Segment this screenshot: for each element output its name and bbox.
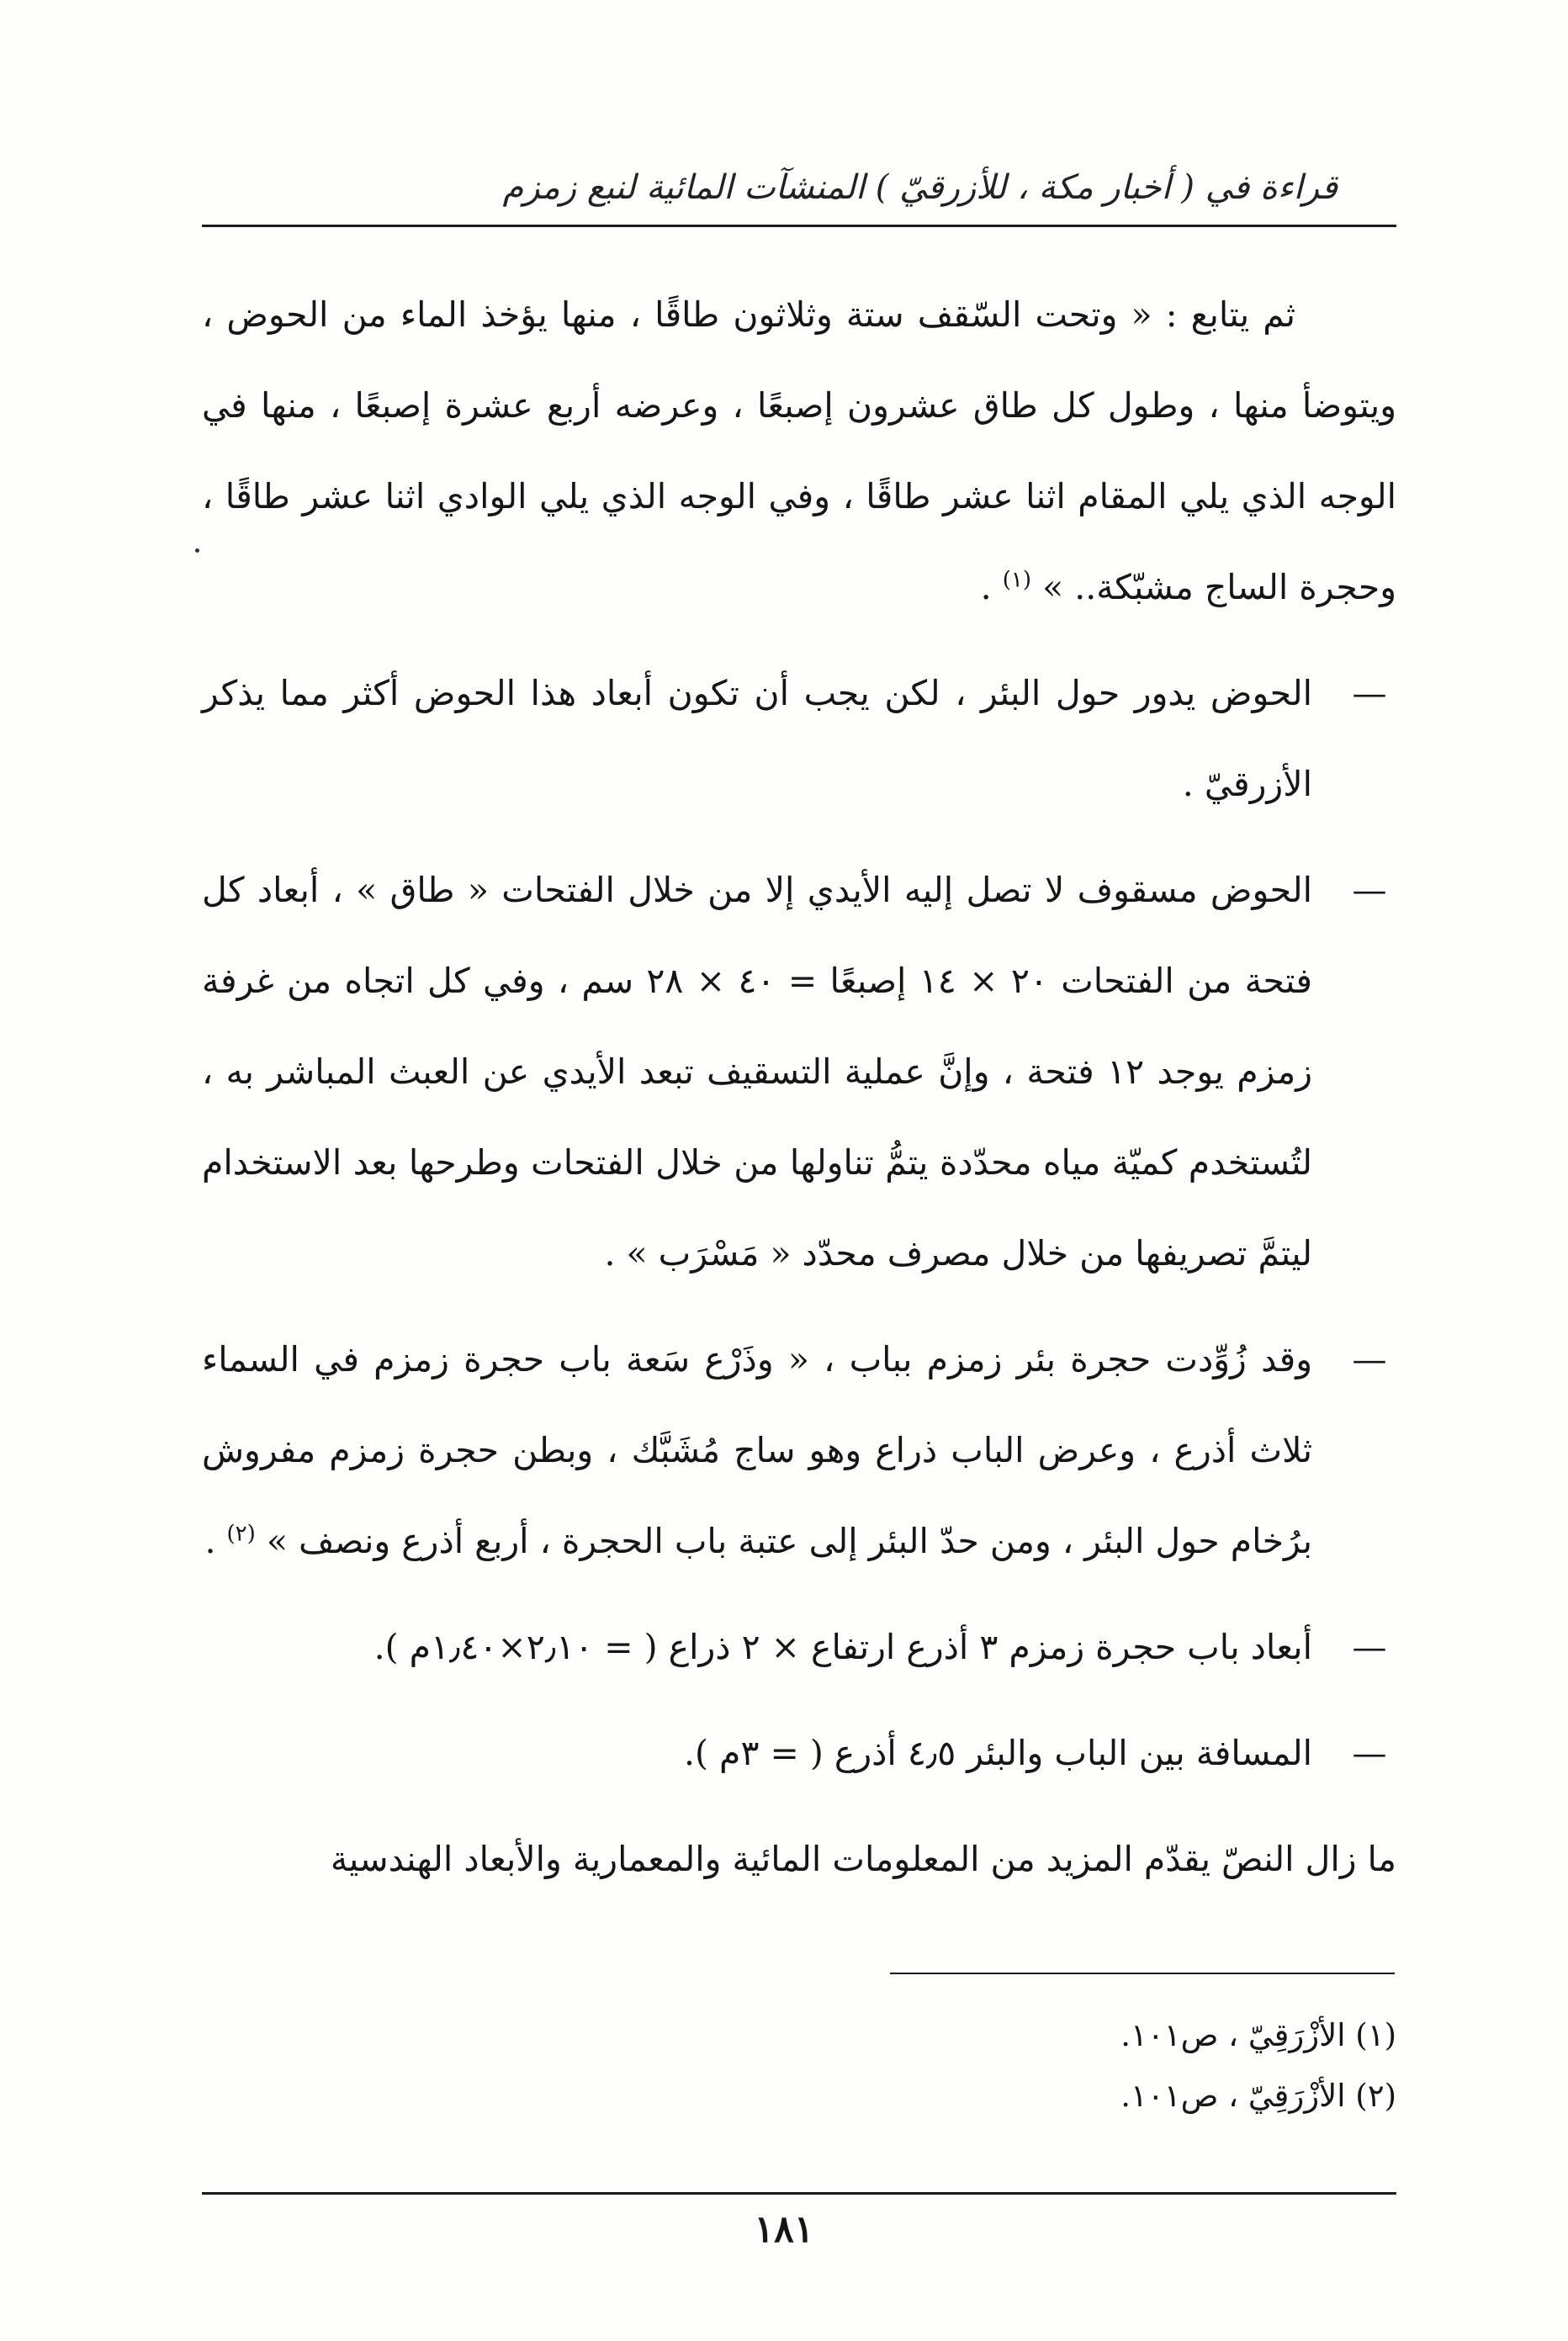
dash-bullet: — (1352, 870, 1387, 910)
list-item (202, 1708, 1396, 1798)
running-header-title: قراءة في ( أخبار مكة ، للأزرقيّ ) المنشآت المائية لنبع زمزم (502, 168, 1338, 207)
list-item-end: . (204, 1521, 227, 1561)
list-item-text: وقد زُوِّدت حجرة بئر زمزم بباب ، « وذَرْع سَعة باب حجرة زمزم في السماء ثلاث أذرع ، وعرض الباب ذراع وهو ساج مُشَبَّك ، وبطن حجرة زمزم مفروش برُخام حول البئر ، ومن حدّ البئر إلى عتبة باب الحجرة ، أربع أذرع ونصف » (202, 1339, 1312, 1561)
footnote-rule (890, 1973, 1395, 1974)
dash-bullet: — (1352, 673, 1387, 713)
list-item-text: الحوض يدور حول البئر ، لكن يجب أن تكون أبعاد هذا الحوض أكثر مما يذكر الأزرقيّ . (202, 673, 1312, 804)
intro-text: ثم يتابع : « وتحت السّقف ستة وثلاثون طاقًا ، منها يؤخذ الماء من الحوض ، ويتوضأ منها ، وطول كل طاق عشرون إصبعًا ، وعرضه أربع عشرة إصبعًا ، منها في الوجه الذي يلي المقام اثنا عشر طاقًا ، وفي الوجه الذي يلي الوادي اثنا عشر طاقًا ، وحجرة الساج مشبّكة.. » (202, 294, 1396, 607)
list-item-text: أبعاد باب حجرة زمزم ٣ أذرع ارتفاع × ٢ ذراع ( = ٢٫١٠×١٫٤٠م ). (373, 1627, 1312, 1667)
footnote-ref-2: (٢) (226, 1521, 256, 1547)
dash-bullet: — (1352, 1733, 1387, 1773)
list-item-text: الحوض مسقوف لا تصل إليه الأيدي إلا من خلال الفتحات « طاق » ، أبعاد كل فتحة من الفتحات ٢٠ × ١٤ إصبعًا = ٤٠ × ٢٨ سم ، وفي كل اتجاه من غرفة زمزم يوجد ١٢ فتحة ، وإنَّ عملية التسقيف تبعد الأيدي عن العبث المباشر به ، لتُستخدم كميّة مياه محدّدة يتمُّ تناولها من خلال الفتحات وطرحها بعد الاستخدام ليتمَّ تصريفها من خلال مصرف محدّد « مَسْرَب » . (202, 870, 1312, 1274)
list-item (202, 648, 1396, 829)
dash-bullet: — (1352, 1627, 1387, 1667)
list-item (202, 1602, 1396, 1692)
dash-bullet: — (1352, 1339, 1387, 1380)
intro-paragraph (202, 269, 1396, 633)
footnotes (202, 2005, 1396, 2126)
footer-rule (202, 2192, 1396, 2195)
page-number: ١٨١ (754, 2208, 814, 2251)
list-item-text: المسافة بين الباب والبئر ٤٫٥ أذرع ( = ٣م ). (683, 1733, 1312, 1773)
intro-end: . (980, 567, 1003, 607)
footnote-2: (٢) الأزْرَقِيّ ، ص١٠١. (1120, 2078, 1396, 2114)
list-item (202, 1314, 1396, 1586)
footnote-1: (١) الأزْرَقِيّ ، ص١٠١. (1120, 2017, 1396, 2053)
stray-mark (195, 548, 199, 553)
footnote-ref-1: (١) (1002, 567, 1032, 593)
closing-paragraph: ما زال النصّ يقدّم المزيد من المعلومات المائية والمعمارية والأبعاد الهندسية (330, 1839, 1396, 1879)
running-header (202, 160, 1396, 219)
main-text (202, 269, 1396, 1904)
header-rule (202, 225, 1396, 227)
list-item (202, 845, 1396, 1299)
